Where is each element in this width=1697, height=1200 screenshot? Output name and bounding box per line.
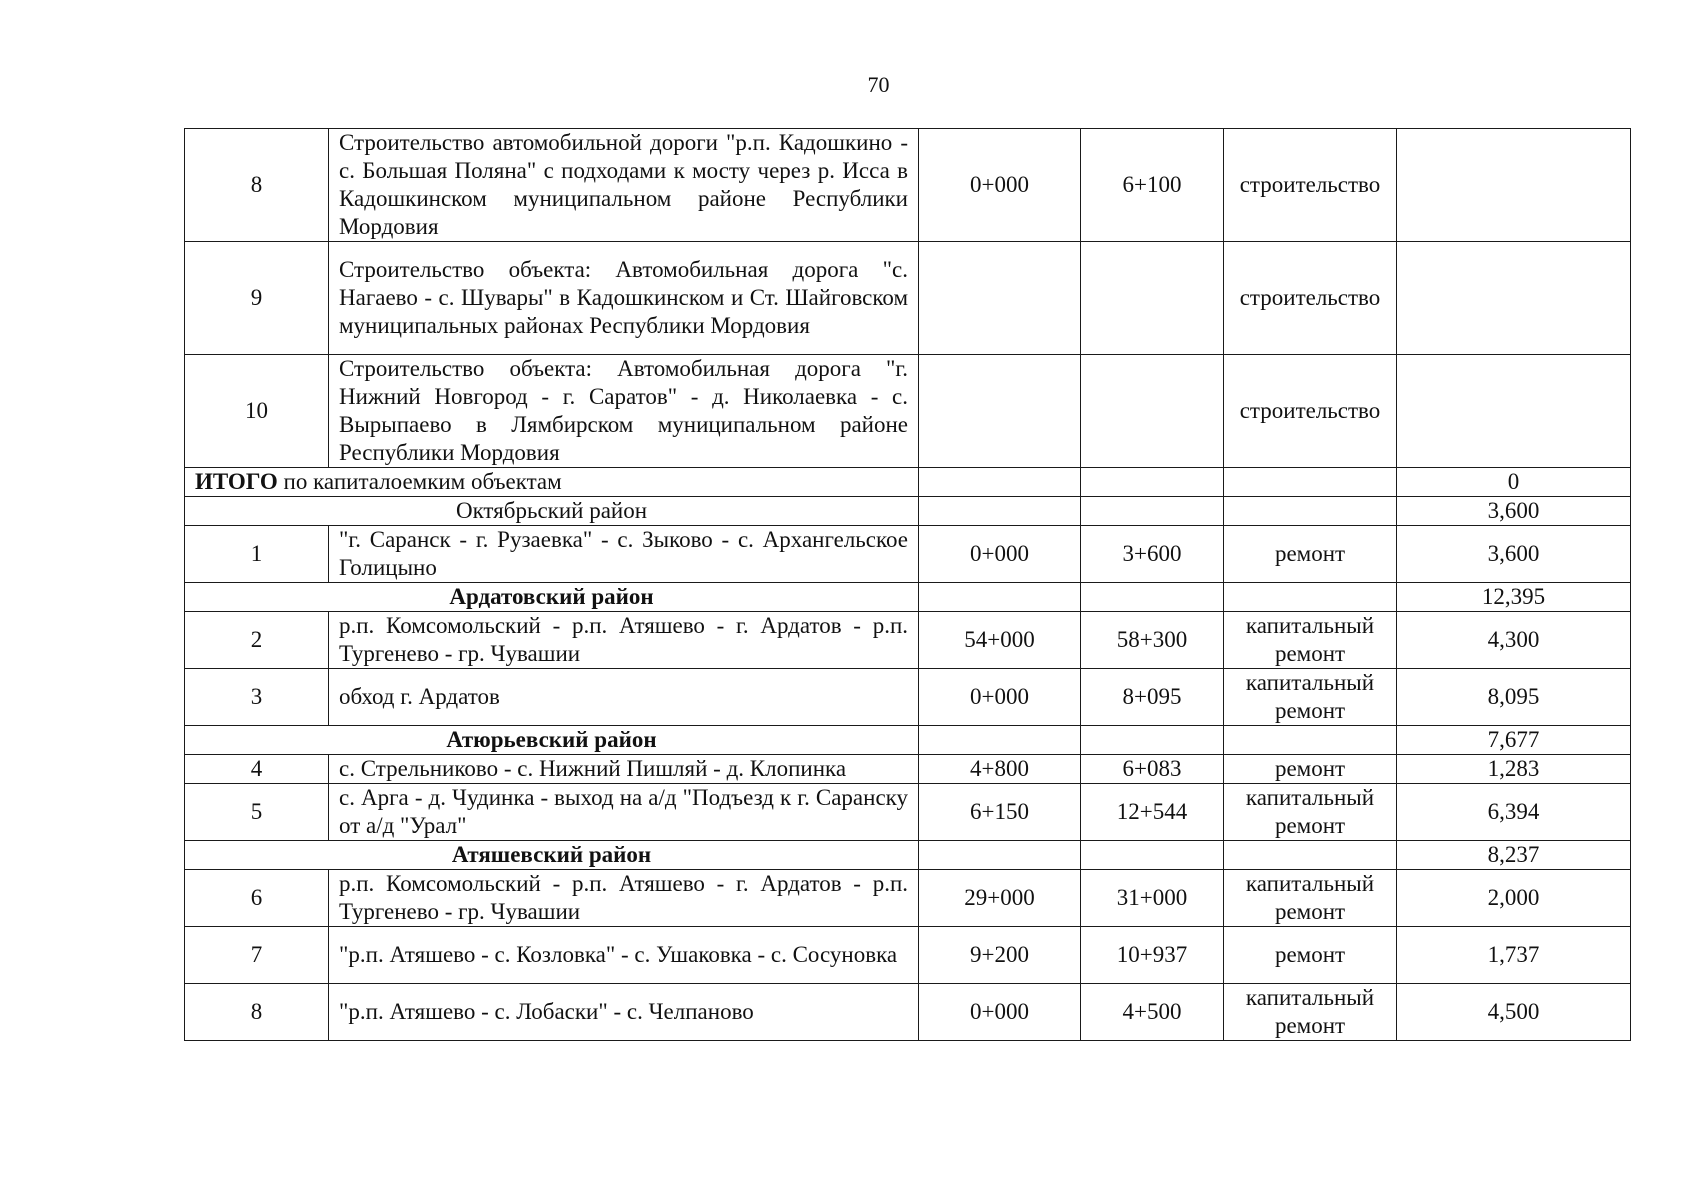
table-row — [185, 784, 1631, 841]
amount: 4,500 — [1397, 984, 1631, 1041]
end-km: 6+083 — [1081, 755, 1224, 784]
amount: 8,095 — [1397, 669, 1631, 726]
empty-cell — [919, 583, 1081, 612]
road-works-table — [184, 128, 1631, 1041]
district-title: Атюрьевский район — [185, 726, 919, 755]
total-label-bold: ИТОГО — [195, 469, 278, 494]
start-km — [919, 355, 1081, 468]
empty-cell — [1081, 726, 1224, 755]
object-description: р.п. Комсомольский - р.п. Атяшево - г. Ардатов - р.п. Тургенево - гр. Чувашии — [329, 612, 919, 669]
work-type: капитальный ремонт — [1224, 784, 1397, 841]
end-km — [1081, 242, 1224, 355]
work-type: капитальный ремонт — [1224, 612, 1397, 669]
work-type: строительство — [1224, 355, 1397, 468]
district-amount: 7,677 — [1397, 726, 1631, 755]
district-header-row — [185, 497, 1631, 526]
work-type: капитальный ремонт — [1224, 870, 1397, 927]
table-row — [185, 129, 1631, 242]
object-description: с. Стрельниково - с. Нижний Пишляй - д. Клопинка — [329, 755, 919, 784]
row-number: 1 — [185, 526, 329, 583]
table-row — [185, 927, 1631, 984]
start-km: 0+000 — [919, 984, 1081, 1041]
amount — [1397, 355, 1631, 468]
empty-cell — [919, 468, 1081, 497]
row-number: 2 — [185, 612, 329, 669]
district-title: Атяшевский район — [185, 841, 919, 870]
end-km — [1081, 355, 1224, 468]
start-km: 0+000 — [919, 669, 1081, 726]
row-number: 8 — [185, 129, 329, 242]
end-km: 10+937 — [1081, 927, 1224, 984]
start-km: 29+000 — [919, 870, 1081, 927]
end-km: 6+100 — [1081, 129, 1224, 242]
empty-cell — [1081, 583, 1224, 612]
row-number: 8 — [185, 984, 329, 1041]
empty-cell — [919, 841, 1081, 870]
amount — [1397, 129, 1631, 242]
object-description: Строительство автомобильной дороги "р.п. Кадошкино - с. Большая Поляна" с подходами к мосту через р. Исса в Кадошкинском муниципальном районе Республики Мордовия — [329, 129, 919, 242]
total-label — [185, 468, 919, 497]
start-km: 0+000 — [919, 129, 1081, 242]
empty-cell — [919, 497, 1081, 526]
end-km: 58+300 — [1081, 612, 1224, 669]
empty-cell — [1224, 468, 1397, 497]
row-number: 4 — [185, 755, 329, 784]
object-description: "р.п. Атяшево - с. Лобаски" - с. Челпаново — [329, 984, 919, 1041]
district-amount: 12,395 — [1397, 583, 1631, 612]
district-title: Ардатовский район — [185, 583, 919, 612]
end-km: 3+600 — [1081, 526, 1224, 583]
row-number: 9 — [185, 242, 329, 355]
object-description: "г. Саранск - г. Рузаевка" - с. Зыково - с. Архангельское Голицыно — [329, 526, 919, 583]
empty-cell — [1224, 497, 1397, 526]
table-row — [185, 526, 1631, 583]
total-row — [185, 468, 1631, 497]
object-description: Строительство объекта: Автомобильная дорога "с. Нагаево - с. Шувары" в Кадошкинском и Ст. Шайговском муниципальных районах Республики Мордовия — [329, 242, 919, 355]
empty-cell — [1224, 726, 1397, 755]
empty-cell — [1224, 583, 1397, 612]
table-row — [185, 870, 1631, 927]
start-km: 6+150 — [919, 784, 1081, 841]
row-number: 3 — [185, 669, 329, 726]
object-description: р.п. Комсомольский - р.п. Атяшево - г. Ардатов - р.п. Тургенево - гр. Чувашии — [329, 870, 919, 927]
amount — [1397, 242, 1631, 355]
work-type: капитальный ремонт — [1224, 669, 1397, 726]
amount: 1,283 — [1397, 755, 1631, 784]
amount: 4,300 — [1397, 612, 1631, 669]
amount: 6,394 — [1397, 784, 1631, 841]
district-header-row — [185, 583, 1631, 612]
object-description: "р.п. Атяшево - с. Козловка" - с. Ушаковка - с. Сосуновка — [329, 927, 919, 984]
table-row — [185, 984, 1631, 1041]
start-km: 9+200 — [919, 927, 1081, 984]
object-description: с. Арга - д. Чудинка - выход на а/д "Подъезд к г. Саранску от а/д "Урал" — [329, 784, 919, 841]
end-km: 4+500 — [1081, 984, 1224, 1041]
table-row — [185, 242, 1631, 355]
row-number: 5 — [185, 784, 329, 841]
work-type: строительство — [1224, 242, 1397, 355]
table-row — [185, 355, 1631, 468]
start-km — [919, 242, 1081, 355]
work-type: ремонт — [1224, 927, 1397, 984]
amount: 3,600 — [1397, 526, 1631, 583]
start-km: 0+000 — [919, 526, 1081, 583]
empty-cell — [1081, 468, 1224, 497]
total-amount: 0 — [1397, 468, 1631, 497]
amount: 2,000 — [1397, 870, 1631, 927]
work-type: ремонт — [1224, 755, 1397, 784]
work-type: ремонт — [1224, 526, 1397, 583]
start-km: 4+800 — [919, 755, 1081, 784]
district-amount: 8,237 — [1397, 841, 1631, 870]
empty-cell — [1081, 497, 1224, 526]
page-number: 70 — [867, 72, 890, 97]
district-header-row — [185, 841, 1631, 870]
empty-cell — [1224, 841, 1397, 870]
district-header-row — [185, 726, 1631, 755]
end-km: 31+000 — [1081, 870, 1224, 927]
object-description: Строительство объекта: Автомобильная дорога "г. Нижний Новгород - г. Саратов" - д. Николаевка - с. Вырыпаево в Лямбирском муниципальном районе Республики Мордовия — [329, 355, 919, 468]
district-amount: 3,600 — [1397, 497, 1631, 526]
row-number: 10 — [185, 355, 329, 468]
row-number: 6 — [185, 870, 329, 927]
empty-cell — [1081, 841, 1224, 870]
total-label-rest: по капиталоемким объектам — [277, 469, 562, 494]
row-number: 7 — [185, 927, 329, 984]
work-type: строительство — [1224, 129, 1397, 242]
start-km: 54+000 — [919, 612, 1081, 669]
amount: 1,737 — [1397, 927, 1631, 984]
object-description: обход г. Ардатов — [329, 669, 919, 726]
table-row — [185, 669, 1631, 726]
end-km: 8+095 — [1081, 669, 1224, 726]
table-row — [185, 612, 1631, 669]
district-title: Октябрьский район — [185, 497, 919, 526]
work-type: капитальный ремонт — [1224, 984, 1397, 1041]
table-row — [185, 755, 1631, 784]
empty-cell — [919, 726, 1081, 755]
end-km: 12+544 — [1081, 784, 1224, 841]
